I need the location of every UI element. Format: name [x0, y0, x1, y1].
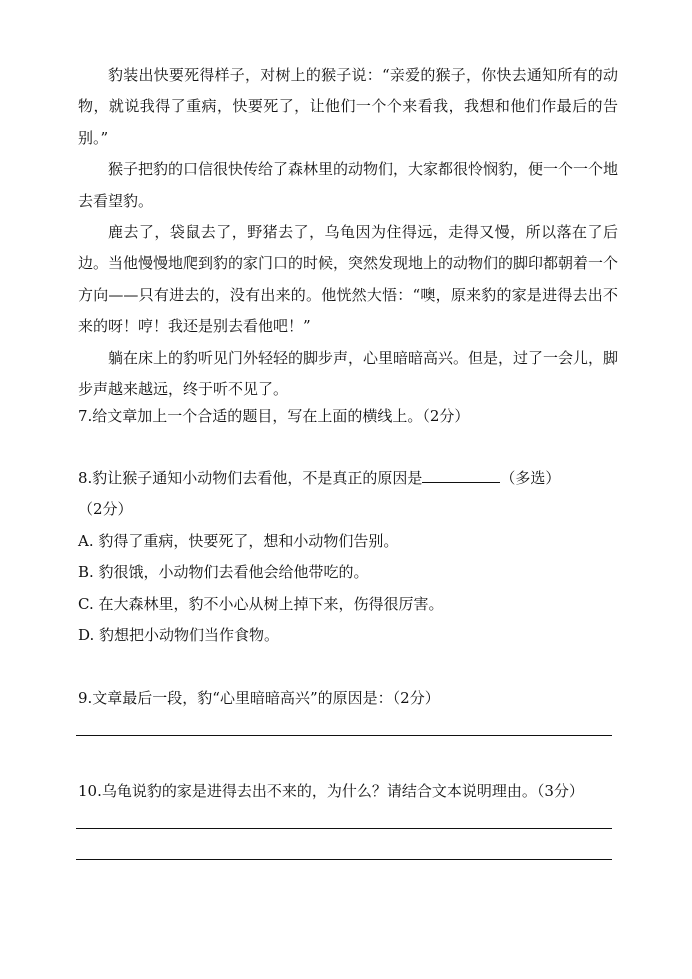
question-7: 7.给文章加上一个合适的题目，写在上面的横线上。（2分） — [78, 407, 470, 425]
question-10: 10.乌龟说豹的家是进得去出不来的，为什么？请结合文本说明理由。（3分） — [78, 782, 584, 800]
question-8-answer-blank[interactable] — [422, 468, 500, 483]
question-9: 9.文章最后一段，豹“心里暗暗高兴”的原因是：（2分） — [78, 689, 440, 707]
question-8-option-a: A. 豹得了重病，快要死了，想和小动物们告别。 — [78, 532, 399, 550]
question-8-stem — [78, 466, 623, 490]
question-8-score: （2分） — [78, 500, 133, 518]
story-paragraph-2: 猴子把豹的口信很快传给了森林里的动物们，大家都很怜悯豹，便一个一个地去看望豹。 — [78, 160, 619, 210]
question-8-option-c: C. 在大森林里，豹不小心从树上掉下来，伤得很厉害。 — [78, 595, 444, 613]
story-paragraph-3: 鹿去了，袋鼠去了，野猪去了，乌龟因为住得远，走得又慢，所以落在了后边。当他慢慢地爬到豹的家门口的时候，突然发现地上的动物们的脚印都朝着一个方向——只有进去的，没有出来的。他恍然大悟：“噢，原来豹的家是进得去出不来的呀！哼！我还是别去看他吧！” — [78, 223, 619, 336]
story-text — [78, 60, 618, 405]
question-8-option-b: B. 豹很饿，小动物们去看他会给他带吃的。 — [78, 563, 369, 581]
question-9-answer-line[interactable] — [76, 735, 612, 736]
question-10-answer-line-1[interactable] — [76, 828, 612, 829]
question-8-multi-choice-note: （多选） — [500, 469, 561, 487]
story-paragraph-1: 豹装出快要死得样子，对树上的猴子说：“亲爱的猴子，你快去通知所有的动物，就说我得了重病，快要死了，让他们一个个来看我，我想和他们作最后的告别。” — [78, 66, 618, 147]
question-8-text: 8.豹让猴子通知小动物们去看他，不是真正的原因是 — [78, 469, 423, 487]
question-10-answer-line-2[interactable] — [76, 859, 612, 860]
story-paragraph-4: 躺在床上的豹听见门外轻轻的脚步声，心里暗暗高兴。但是，过了一会儿，脚步声越来越远，终于听不见了。 — [78, 348, 619, 399]
question-8-option-d: D. 豹想把小动物们当作食物。 — [78, 626, 280, 644]
